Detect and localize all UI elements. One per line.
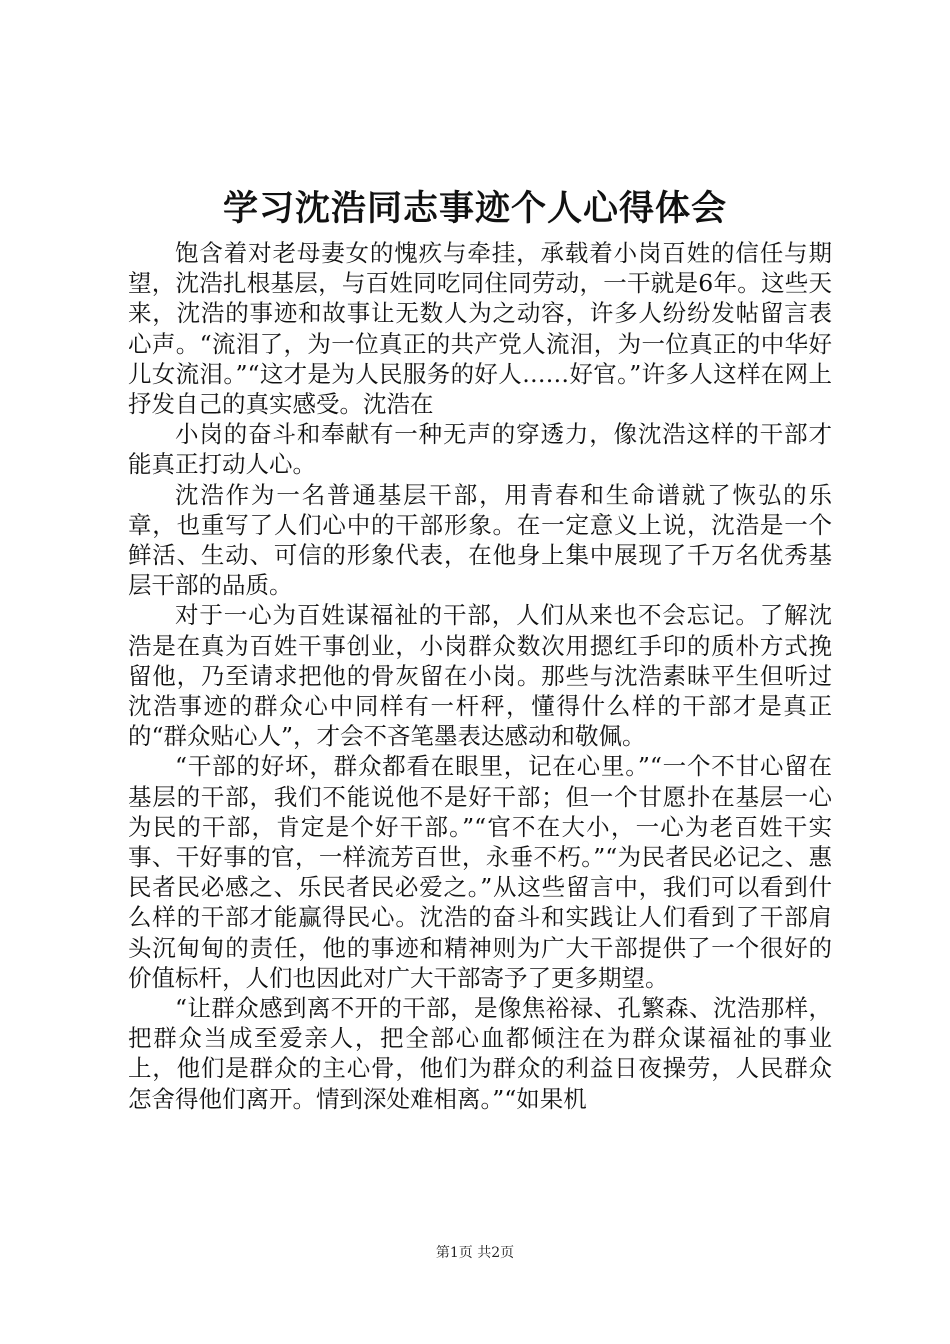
paragraph-5: “干部的好坏，群众都看在眼里，记在心里。”“一个不甘心留在基层的干部，我们不能说他不是好干部；但一个甘愿扑在基层一心为民的干部，肯定是个好干部。”“官不在大小，一心为老百姓干实事、干好事的官，一样流芳百世，永垂不朽。”“为民者民必记之、惠民者民必感之、乐民者民必爱之。”从这些留言中，我们可以看到什么样的干部才能赢得民心。沈浩的奋斗和实践让人们看到了干部肩头沉甸甸的责任，他的事迹和精神则为广大干部提供了一个很好的价值标杆，人们也因此对广大干部寄予了更多期望。	[128, 752, 832, 992]
paragraph-2: 小岗的奋斗和奉献有一种无声的穿透力，像沈浩这样的干部才能真正打动人心。	[128, 420, 832, 479]
page-number-footer: 第1页 共2页	[435, 1245, 515, 1261]
paragraph-4: 对于一心为百姓谋福祉的干部，人们从来也不会忘记。了解沈浩是在真为百姓干事创业，小岗群众数次用摁红手印的质朴方式挽留他，乃至请求把他的骨灰留在小岗。那些与沈浩素昧平生但听过沈浩事迹的群众心中同样有一杆秤，懂得什么样的干部才是真正的“群众贴心人”，才会不吝笔墨表达感动和敬佩。	[128, 601, 832, 751]
document-title: 学习沈浩同志事迹个人心得体会	[222, 188, 727, 229]
paragraph-3: 沈浩作为一名普通基层干部，用青春和生命谱就了恢弘的乐章，也重写了人们心中的干部形象。在一定意义上说，沈浩是一个鲜活、生动、可信的形象代表，在他身上集中展现了千万名优秀基层干部的品质。	[128, 480, 832, 600]
paragraph-1: 饱含着对老母妻女的愧疚与牵挂，承载着小岗百姓的信任与期望，沈浩扎根基层，与百姓同吃同住同劳动，一干就是6年。这些天来，沈浩的事迹和故事让无数人为之动容，许多人纷纷发帖留言表心声。“流泪了，为一位真正的共产党人流泪，为一位真正的中华好儿女流泪。”“这才是为人民服务的好人……好官。”许多人这样在网上抒发自己的真实感受。沈浩在	[128, 239, 832, 419]
paragraph-6: “让群众感到离不开的干部，是像焦裕禄、孔繁森、沈浩那样，把群众当成至爱亲人，把全部心血都倾注在为群众谋福祉的事业上，他们是群众的主心骨，他们为群众的利益日夜操劳，人民群众怎舍得他们离开。情到深处难相离。”“如果机	[128, 994, 832, 1113]
document-body	[128, 238, 832, 1114]
